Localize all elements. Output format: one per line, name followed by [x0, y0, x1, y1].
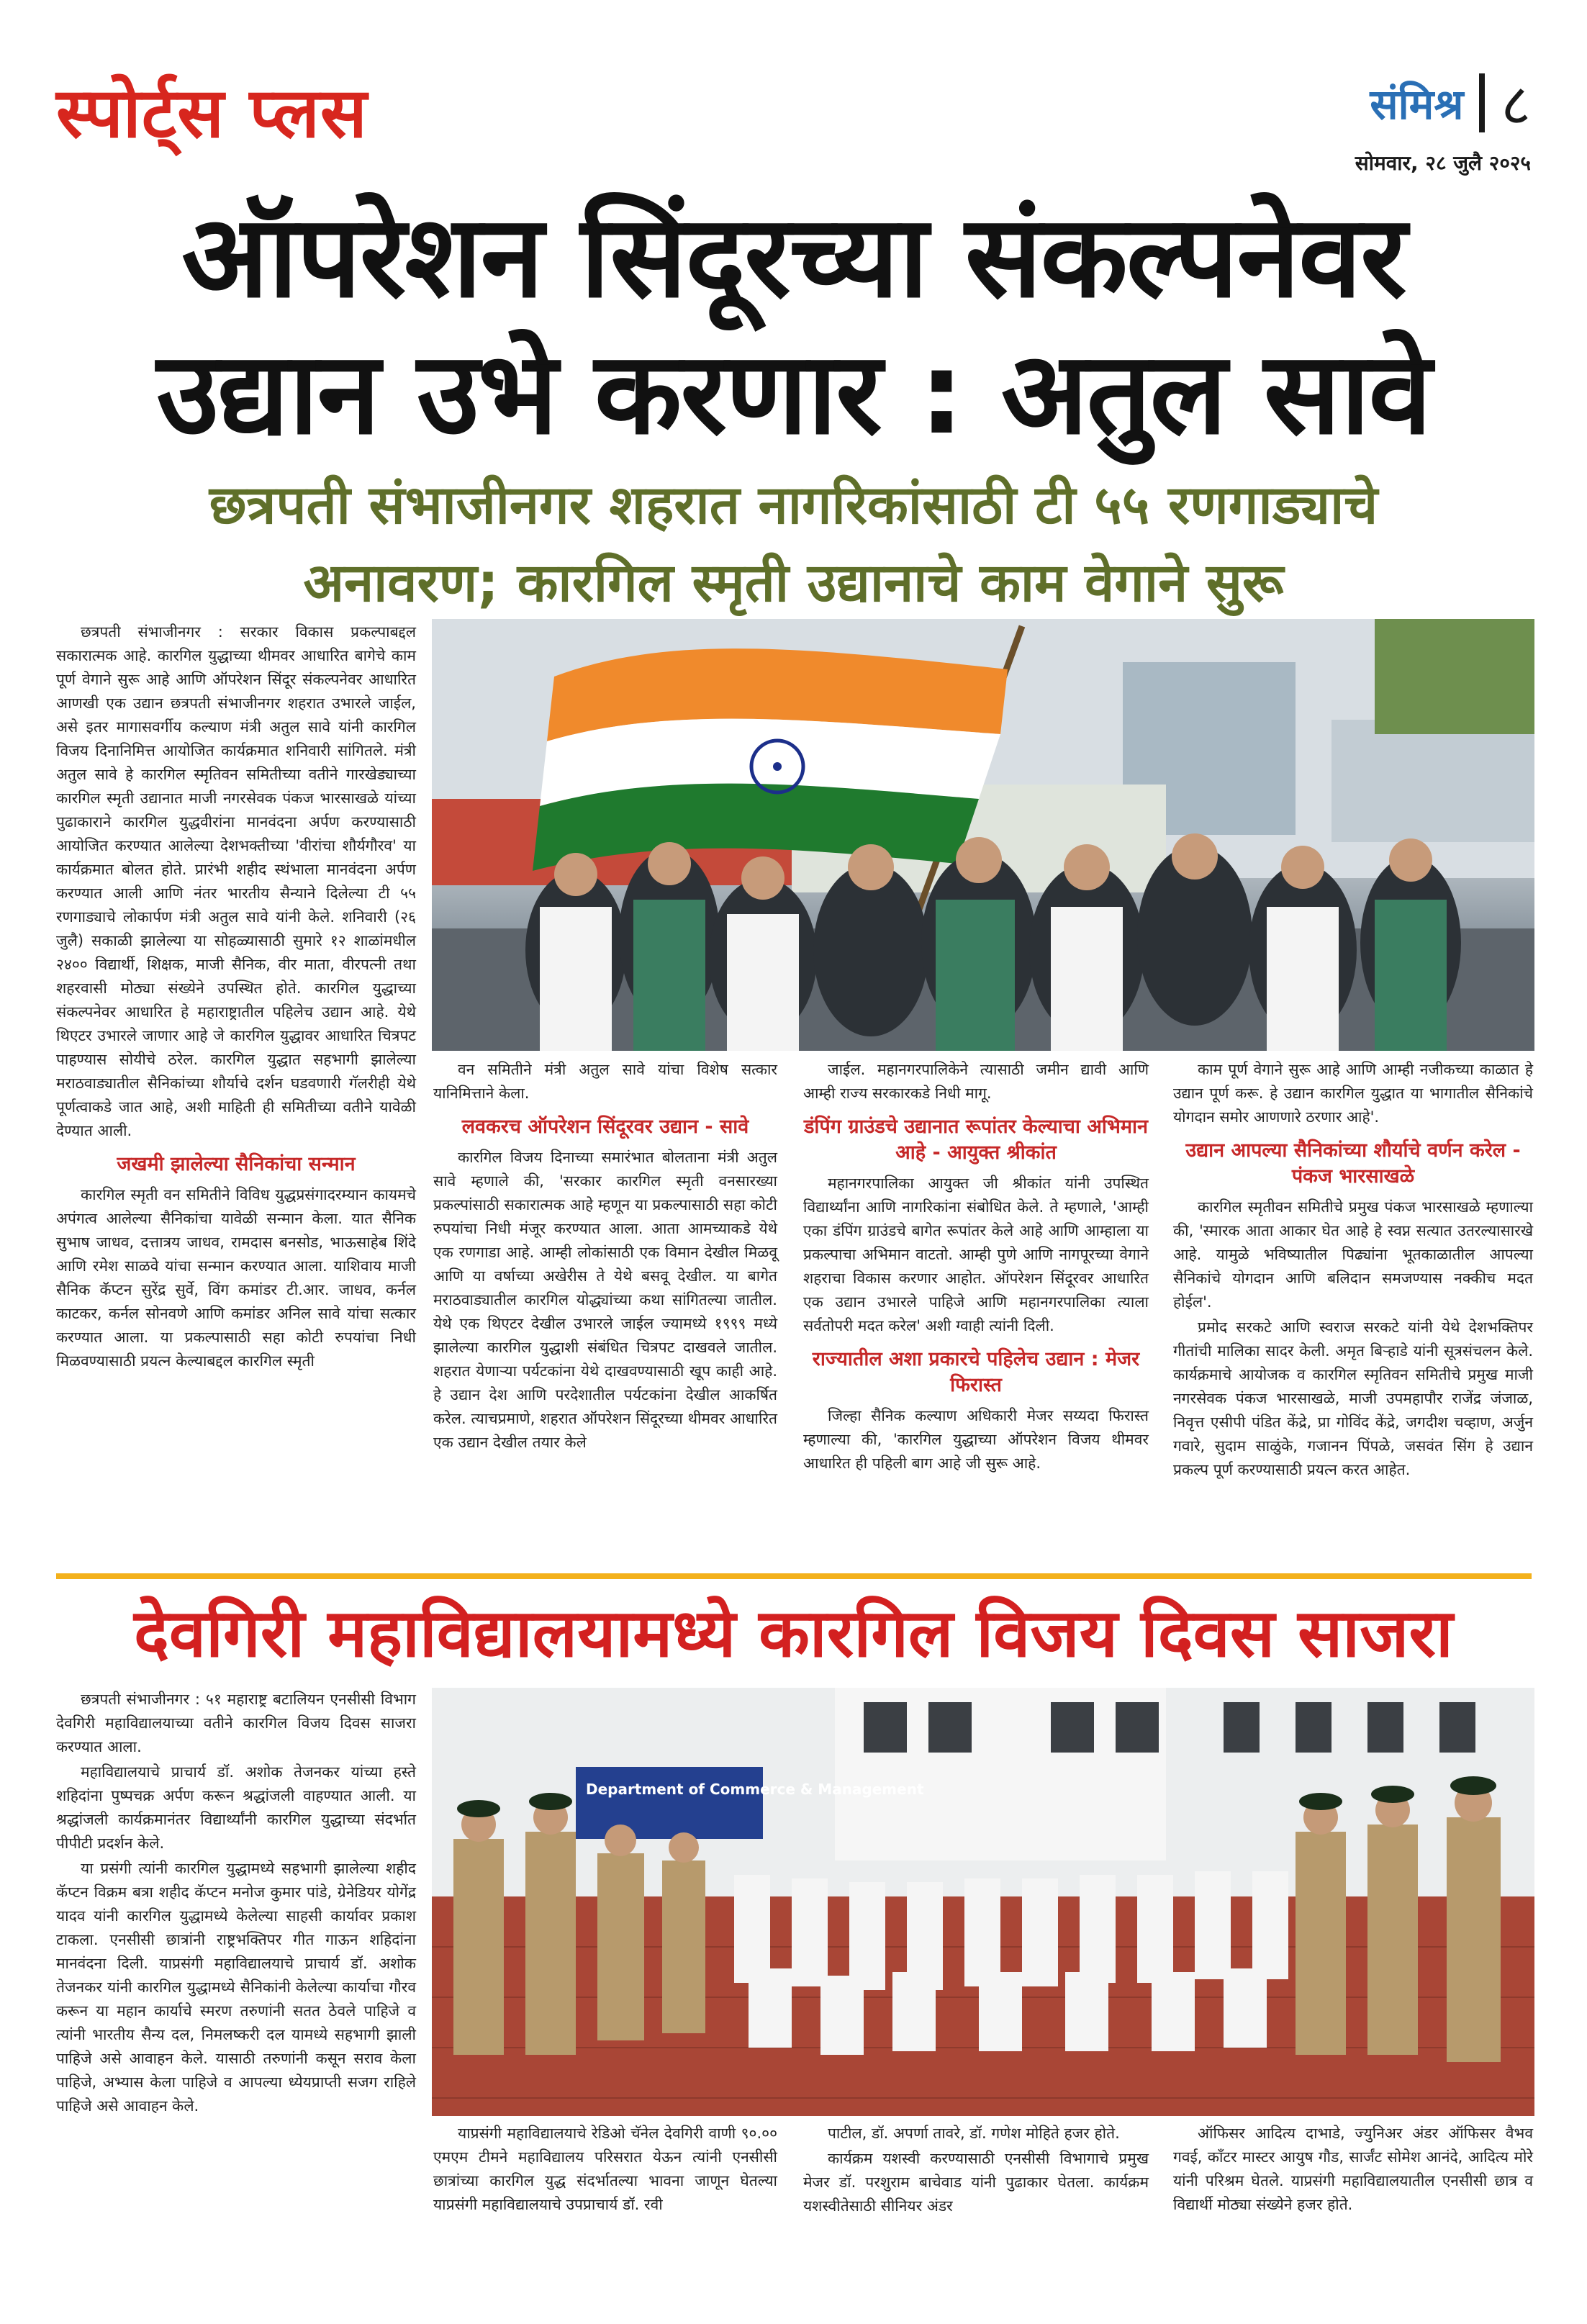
- story1-column-3: [803, 1058, 1149, 1477]
- section-divider: [1479, 73, 1485, 132]
- story2-column-4: [1173, 2122, 1533, 2218]
- story2-col4-para1: ऑफिसर आदित्य दाभाडे, ज्युनिअर अंडर ऑफिसर वैभव गवई, कॉंटर मास्टर आयुष गौड, सार्जंट सोमेश आनंदे, आदित्य मोरे यांनी परिश्रम घेतले. याप्रसंगी महाविद्यालयातील एनसीसी छात्र व विद्यार्थी मोठ्या संख्येने हजर होते.: [1173, 2125, 1533, 2213]
- story2-photo-ncc-cadets: [432, 1688, 1534, 2116]
- story2-column-3: [803, 2122, 1149, 2220]
- story2-headline: देवगिरी महाविद्यालयामध्ये कारगिल विजय दिवस साजरा: [134, 1595, 1453, 1672]
- flag-ceremony-illustration: [432, 619, 1534, 1051]
- story1-col2-para2: कारगिल विजय दिनाच्या समारंभात बोलताना मंत्री अतुल सावे म्हणाले की, 'सरकार कारगिल स्मृती वनसारख्या प्रकल्पांसाठी सकारात्मक आहे म्हणून या प्रकल्पासाठी सहा कोटी रुपयांचा निधी मंजूर करण्यात आला. आता आमच्याकडे येथे एक रणगाडा आहे. आम्ही लोकांसाठी एक विमान देखील मिळवू आणि या वर्षाच्या अखेरीस ते येथे बसवू देखील. या बागेत मराठवाड्यातील कारगिल योद्ध्यांच्या कथा सांगितल्या जातील. येथे एक थिएटर देखील उभारले जाईल ज्यामध्ये १९९९ मध्ये झालेल्या कारगिल युद्धाशी संबंधित चित्रपट दाखवले जातील. शहरात येणाऱ्या पर्यटकांना येथे दाखवण्यासाठी खूप काही आहे. हे उद्यान देश आणि परदेशातील पर्यटकांना देखील आकर्षित करेल. त्याचप्रमाणे, शहरात ऑपरेशन सिंदूरच्या थीमवर आधारित एक उद्यान देखील तयार केले: [433, 1149, 777, 1451]
- story2-col3-para2: कार्यक्रम यशस्वी करण्यासाठी एनसीसी विभागाचे प्रमुख मेजर डॉ. परशुराम बाचेवाड यांनी पुढाकार घेतला. कार्यक्रम यशस्वीतेसाठी सीनियर अंडर: [803, 2150, 1149, 2215]
- story1-col3-para1: जाईल. महानगरपालिकेने त्यासाठी जमीन द्यावी आणि आम्ही राज्य सरकारकडे निधी मागू.: [803, 1061, 1149, 1102]
- story1-column-2: [433, 1058, 777, 1456]
- story1-subhead-line2: अनावरण; कारगिल स्मृती उद्यानाचे काम वेगाने सुरू: [303, 552, 1284, 614]
- masthead-section-block: [1355, 63, 1531, 176]
- story1-col3-para2: महानगरपालिका आयुक्त जी श्रीकांत यांनी उपस्थित विद्यार्थ्यांना आणि नागरिकांना संबोधित केले. ते म्हणाले, 'आम्ही एका डंपिंग ग्राउंडचे बागेत रूपांतर केले आहे आणि आम्हाला या प्रकल्पाचा अभिमान वाटतो. आम्ही पुणे आणि नागपूरच्या वेगाने शहराचा विकास करणार आहोत. ऑपरेशन सिंदूरवर आधारित एक उद्यान उभारले पाहिजे आणि महानगरपालिका त्याला सर्वतोपरी मदत करेल' अशी ग्वाही त्यांनी दिली.: [803, 1175, 1149, 1334]
- section-divider-line: [56, 1573, 1532, 1579]
- story2-column-2: [433, 2122, 777, 2218]
- page-date: सोमवार, २८ जुलै २०२५: [1355, 151, 1531, 175]
- story2-col1-para1: छत्रपती संभाजीनगर : ५१ महाराष्ट्र बटालियन एनसीसी विभाग देवगिरी महाविद्यालयाच्या वतीने कारगिल विजय दिवस साजरा करण्यात आला.: [56, 1691, 416, 1755]
- story1-col2-subheading: लवकरच ऑपरेशन सिंदूरवर उद्यान - सावे: [461, 1116, 749, 1138]
- story1-photo-flag-ceremony: [432, 619, 1534, 1051]
- story1-col1-para1: छत्रपती संभाजीनगर : सरकार विकास प्रकल्पाबद्दल सकारात्मक आहे. कारगिल युद्धाच्या थीमवर आधारित बागेचे काम पूर्ण वेगाने सुरू आहे आणि ऑपरेशन सिंदूर संकल्पनेवर आधारित आणखी एक उद्यान छत्रपती संभाजीनगर शहरात उभारले जाईल, असे इतर मागासवर्गीय कल्याण मंत्री अतुल सावे यांनी कारगिल विजय दिनानिमित्त आयोजित कार्यक्रमात शनिवारी सांगितले. मंत्री अतुल सावे हे कारगिल स्मृतिवन समितीच्या वतीने गारखेड्याच्या कारगिल स्मृती उद्यानात माजी नगरसेवक पंकज भारसाखळे यांच्या पुढाकाराने कारगिल युद्धवीरांना मानवंदना अर्पण करण्यासाठी आयोजित करण्यात आलेल्या देशभक्तीच्या 'वीरांचा शौर्यगौरव' या कार्यक्रमात बोलत होते. प्रारंभी शहीद स्थंभाला मानवंदना अर्पण करण्यात आली आणि नंतर भारतीय सैन्याने दिलेल्या टी ५५ रणगाड्याचे लोकार्पण मंत्री अतुल सावे यांनी केले. शनिवारी (२६ जुलै) सकाळी झालेल्या या सोहळ्यासाठी सुमारे १२ शाळांमधील २४०० विद्यार्थी, शिक्षक, माजी सैनिक, वीर माता, वीरपत्नी तथा शहरवासी मोठ्या संख्येने उपस्थित होते. कारगिल युद्धाच्या संकल्पनेवर आधारित हे महाराष्ट्रातील पहिलेच उद्यान आहे. येथे थिएटर उभारले जाणार आहे जे कारगिल युद्धावर आधारित चित्रपट पाहण्यास सोयीचे ठरेल. कारगिल युद्धात सहभागी झालेल्या मराठवाड्यातील सैनिकांच्या शौर्याचे दर्शन घडवणारी गॅलरीही येथे पूर्णत्वाकडे जात आहे, अशी माहिती ही समितीच्या वतीने यावेळी देण्यात आली.: [56, 623, 416, 1139]
- section-row: [1355, 63, 1531, 142]
- story1-col3-subheading: डंपिंग ग्राउंडचे उद्यानात रूपांतर केल्याचा अभिमान आहे - आयुक्त श्रीकांत: [803, 1116, 1149, 1164]
- story1-col4-para2: कारगिल स्मृतीवन समितीचे प्रमुख पंकज भारसाखळे म्हणाल्या की, 'स्मारक आता आकार घेत आहे हे स्वप्न सत्यात उतरल्यासारखे आहे. यामुळे भविष्यातील पिढ्यांना भूतकाळातील आपल्या सैनिकांचे योगदान आणि बलिदान समजण्यास नक्कीच मदत होईल'.: [1173, 1198, 1533, 1311]
- story2-column-1: [56, 1688, 416, 2120]
- story1-column-1: [56, 620, 416, 1375]
- story1-col4-subheading: उद्यान आपल्या सैनिकांच्या शौर्याचे वर्णन करेल - पंकज भारसाखळे: [1185, 1139, 1521, 1188]
- story1-col4-para1: काम पूर्ण वेगाने सुरू आहे आणि आम्ही नजीकच्या काळात हे उद्यान पूर्ण करू. हे उद्यान कारगिल युद्धात या भागातील सैनिकांचे योगदान समोर आणणारे ठरणार आहे'.: [1173, 1061, 1533, 1126]
- story2-col3-para1: पाटील, डॉ. अपर्णा तावरे, डॉ. गणेश मोहिते हजर होते.: [828, 2125, 1120, 2142]
- story1-headline-line2: उद्यान उभे करणार : अतुल सावे: [156, 327, 1431, 460]
- story1-col3-subheading-2: राज्यातील अशा प्रकारचे पहिलेच उद्यान : मेजर फिरास्त: [812, 1348, 1140, 1396]
- story2-col2-para1: याप्रसंगी महाविद्यालयाचे रेडिओ चॅनेल देवगिरी वाणी ९०.०० एमएम टीमने महाविद्यालय परिसरात येऊन त्यांनी एनसीसी छात्रांच्या कारगिल युद्ध संदर्भातल्या भावना जाणून घेतल्या याप्रसंगी महाविद्यालयाचे उपप्राचार्य डॉ. रवी: [433, 2125, 777, 2213]
- story1-subhead-line1: छत्रपती संभाजीनगर शहरात नागरिकांसाठी टी ५५ रणगाड्याचे: [209, 474, 1378, 536]
- story2-col1-para2: महाविद्यालयाचे प्राचार्य डॉ. अशोक तेजनकर यांच्या हस्ते शहिदांना पुष्पचक्र अर्पण करून श्रद्धांजली वाहण्यात आली. या श्रद्धांजली कार्यक्रमानंतर विद्यार्थ्यांनी कारगिल युद्धाच्या संदर्भात पीपीटी प्रदर्शन केले.: [56, 1763, 416, 1852]
- section-name: संमिश्र: [1370, 80, 1464, 129]
- photo-sign-text: Department of Commerce & Management: [586, 1781, 924, 1798]
- page-number: ८: [1501, 71, 1531, 138]
- story2-col1-para3: या प्रसंगी त्यांनी कारगिल युद्धामध्ये सहभागी झालेल्या शहीद कॅप्टन विक्रम बत्रा शहीद कॅप्टन मनोज कुमार पांडे, ग्रेनेडियर योगेंद्र यादव यांनी कारगिल युद्धामध्ये केलेल्या साहसी कार्यावर प्रकाश टाकला. एनसीसी छात्रांनी राष्ट्रभक्तिपर गीत गाऊन शहिदांना मानवंदना दिली. याप्रसंगी महाविद्यालयाचे प्राचार्य डॉ. अशोक तेजनकर यांनी कारगिल युद्धामध्ये सैनिकांनी केलेल्या कार्याचा गौरव करून या महान कार्याचे स्मरण तरुणांनी सतत ठेवले पाहिजे व त्यांनी भारतीय सैन्य दल, निमलष्करी दल यामध्ये सहभागी झाली पाहिजे असे आवाहन केले. यासाठी तरुणांनी कसून सराव केला पाहिजे, अभ्यास केला पाहिजे व आपल्या ध्येयप्राप्ती सजग राहिले पाहिजे असे आवाहन केले.: [56, 1860, 416, 2115]
- story1-col1-para2: कारगिल स्मृती वन समितीने विविध युद्धप्रसंगादरम्यान कायमचे अपंगत्व आलेल्या सैनिकांचा यावेळी सन्मान केला. यात सैनिक सुभाष जाधव, दत्तात्रय जाधव, रामदास बनसोड, भाऊसाहेब शिंदे आणि रमेश साळवे यांचा सन्मान करण्यात आला. याशिवाय माजी सैनिक कॅप्टन सुरेंद्र सुर्वे, विंग कमांडर टी.आर. जाधव, कर्नल काटकर, कर्नल सोनवणे आणि कमांडर अनिल सावे यांचा सत्कार करण्यात आला. या प्रकल्पासाठी सहा कोटी रुपयांचा निधी मिळवण्यासाठी प्रयत्न केल्याबद्दल कारगिल स्मृती: [56, 1186, 417, 1370]
- story1-col2-para1: वन समितीने मंत्री अतुल सावे यांचा विशेष सत्कार यानिमित्ताने केला.: [433, 1061, 777, 1102]
- story1-col1-subheading: जखमी झालेल्या सैनिकांचा सन्मान: [117, 1153, 356, 1175]
- ncc-group-illustration: [432, 1688, 1534, 2116]
- story1-column-4: [1173, 1058, 1533, 1483]
- masthead-title: स्पोर्ट्स प्लस: [56, 73, 368, 153]
- story1-col3-para3: जिल्हा सैनिक कल्याण अधिकारी मेजर सय्यदा फिरास्त म्हणाल्या की, 'कारगिल युद्धाच्या ऑपरेशन विजय थीमवर आधारित ही पहिली बाग आहे जी सुरू आहे.: [803, 1407, 1149, 1472]
- story1-col4-para3: प्रमोद सरकटे आणि स्वराज सरकटे यांनी येथे देशभक्तिपर गीतांची मालिका सादर केली. अमृत बिऱ्हाडे यांनी सूत्रसंचलन केले. कार्यक्रमाचे आयोजक व कारगिल स्मृतिवन समितीचे प्रमुख माजी नगरसेवक पंकज भारसाखळे, माजी उपमहापौर राजेंद्र जंजाळ, निवृत्त एसीपी पंडित केंद्रे, प्रा गोविंद केंद्रे, जगदीश चव्हाण, अर्जुन गवारे, सुदाम साळुंके, गजानन पिंपळे, जसवंत सिंग हे उद्यान प्रकल्प पूर्ण करण्यासाठी प्रयत्न करत आहेत.: [1173, 1319, 1533, 1478]
- story1-headline-line1: ऑपरेशन सिंदूरच्या संकल्पनेवर: [181, 191, 1406, 323]
